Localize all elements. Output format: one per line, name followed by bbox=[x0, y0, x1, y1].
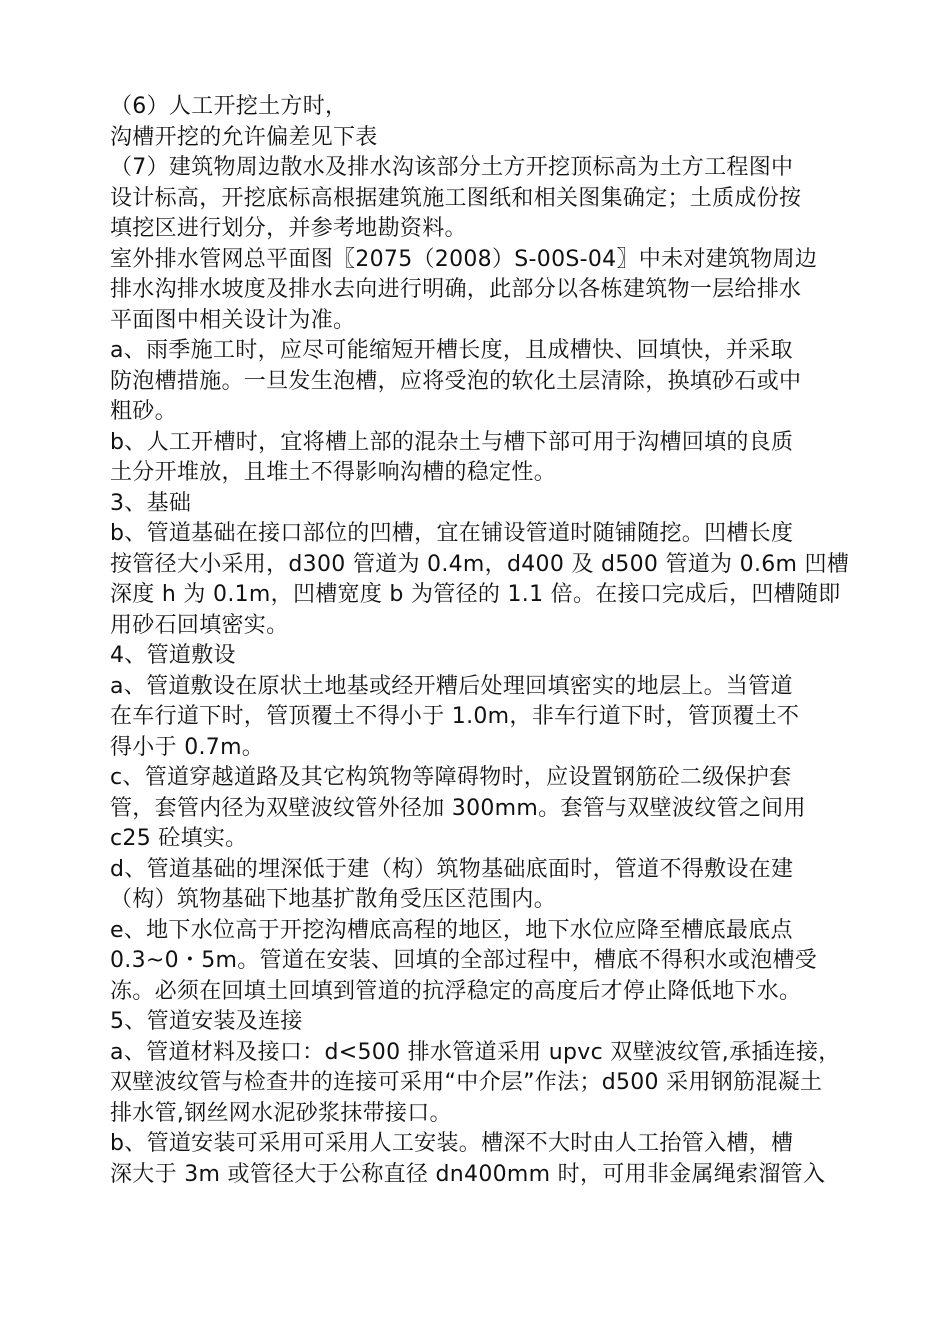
text-line: b、管道安装可采用可采用人工安装。槽深不大时由人工抬管入槽，槽 bbox=[110, 1131, 794, 1156]
text-line: 土分开堆放，且堆土不得影响沟槽的稳定性。 bbox=[110, 460, 557, 485]
section-heading: 4、管道敷设 bbox=[110, 643, 236, 668]
text-line: 粗砂。 bbox=[110, 399, 177, 424]
text-line: 管，套管内径为双壁波纹管外径加 300mm。套管与双壁波纹管之间用 bbox=[110, 795, 806, 821]
text-line: e、地下水位高于开挖沟槽底高程的地区，地下水位应降至槽底最底点 bbox=[110, 917, 793, 943]
text-line: 防泡槽措施。一旦发生泡槽，应将受泡的软化土层清除，换填砂石或中 bbox=[110, 368, 802, 394]
text-line: a、管道材料及接口：d<500 排水管道采用 upvc 双壁波纹管,承插连接， bbox=[110, 1039, 841, 1065]
text-line: 深度 h 为 0.1m，凹槽宽度 b 为管径的 1.1 倍。在接口完成后，凹槽随即 bbox=[110, 582, 841, 607]
text-line: 平面图中相关设计为准。 bbox=[110, 307, 356, 333]
text-line: a、管道敷设在原状土地基或经开糟后处理回填密实的地层上。当管道 bbox=[110, 673, 793, 699]
text-line: 得小于 0.7m。 bbox=[110, 734, 265, 760]
text-line: 设计标高，开挖底标高根据建筑施工图纸和相关图集确定；土质成份按 bbox=[110, 185, 802, 211]
text-line: 沟槽开挖的允许偏差见下表 bbox=[110, 124, 378, 150]
text-line: （6）人工开挖土方时， bbox=[110, 94, 348, 119]
text-line: 0.3~0・5m。管道在安装、回填的全部过程中，槽底不得积水或泡槽受 bbox=[110, 948, 818, 973]
text-line: 排水管,钢丝网水泥砂浆抹带接口。 bbox=[110, 1100, 452, 1126]
text-line: d、管道基础的埋深低于建（构）筑物基础底面时，管道不得敷设在建 bbox=[110, 856, 794, 882]
section-heading: 3、基础 bbox=[110, 490, 192, 516]
text-line: （构）筑物基础下地基扩散角受压区范围内。 bbox=[110, 887, 557, 912]
section-heading: 5、管道安装及连接 bbox=[110, 1009, 303, 1034]
text-line: 在车行道下时，管顶覆土不得小于 1.0m，非车行道下时，管顶覆土不 bbox=[110, 704, 800, 729]
text-line: a、雨季施工时，应尽可能缩短开槽长度，且成槽快、回填快，并采取 bbox=[110, 338, 793, 363]
text-line: 冻。必须在回填土回填到管道的抗浮稳定的高度后才停止降低地下水。 bbox=[110, 978, 802, 1004]
text-line: 排水沟排水坡度及排水去向进行明确，此部分以各栋建筑物一层给排水 bbox=[110, 277, 802, 302]
document-body bbox=[110, 92, 850, 1190]
text-line: b、管道基础在接口部位的凹槽，宜在铺设管道时随铺随挖。凹槽长度 bbox=[110, 521, 794, 546]
text-line: 填挖区进行划分，并参考地勘资料。 bbox=[110, 216, 467, 241]
text-line: c、管道穿越道路及其它构筑物等障碍物时，应设置钢筋砼二级保护套 bbox=[110, 765, 792, 790]
text-line: 深大于 3m 或管径大于公称直径 dn400mm 时，可用非金属绳索溜管入 bbox=[110, 1161, 826, 1187]
text-line: 用砂石回填密实。 bbox=[110, 612, 289, 638]
text-line: （7）建筑物周边散水及排水沟该部分土方开挖顶标高为土方工程图中 bbox=[110, 155, 794, 180]
text-line: c25 砼填实。 bbox=[110, 826, 248, 851]
text-line: b、人工开槽时，宜将槽上部的混杂土与槽下部可用于沟槽回填的良质 bbox=[110, 429, 794, 455]
text-line: 按管径大小采用，d300 管道为 0.4m，d400 及 d500 管道为 0.6m 凹槽 bbox=[110, 551, 850, 577]
text-line: 室外排水管网总平面图〖2075（2008）S-00S-04〗中未对建筑物周边 bbox=[110, 246, 818, 272]
text-line: 双壁波纹管与检查井的连接可采用“中介层”作法；d500 采用钢筋混凝土 bbox=[110, 1070, 823, 1095]
